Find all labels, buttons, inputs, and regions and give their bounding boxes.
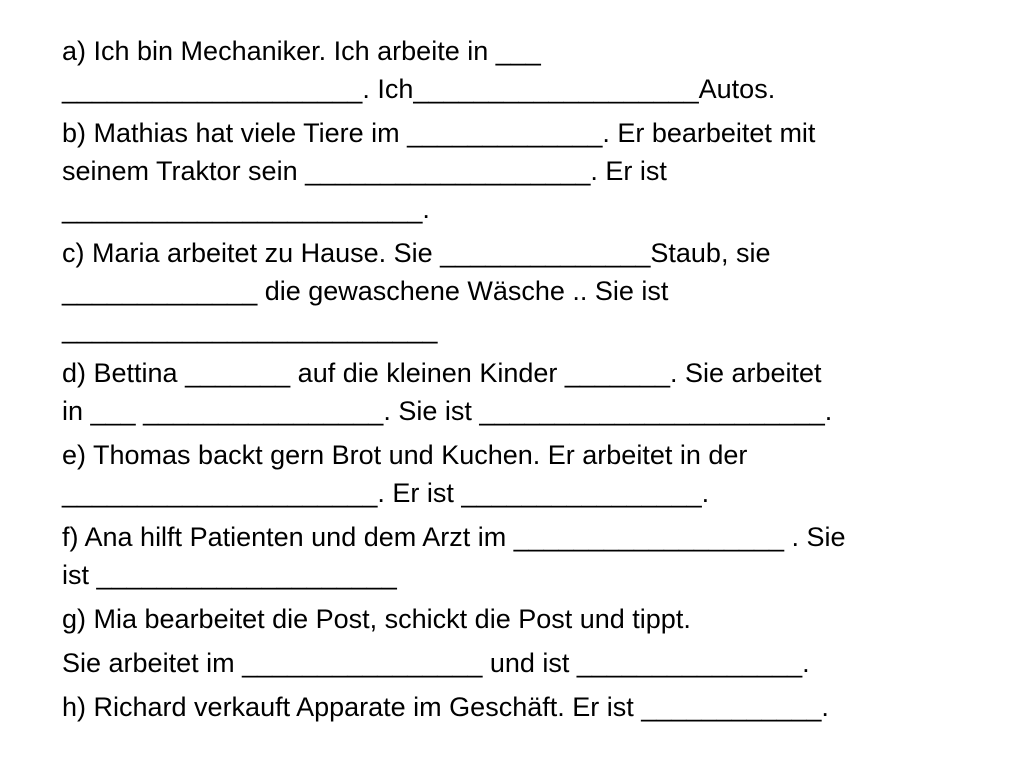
exercise-list xyxy=(62,32,1002,732)
exercise-b-line-1: b) Mathias hat viele Tiere im _____________. Er bearbeitet mit xyxy=(62,118,816,148)
exercise-e-line-2: _____________________. Er ist ________________. xyxy=(62,478,710,508)
exercise-e xyxy=(62,436,1002,512)
exercise-a-line-1: a) Ich bin Mechaniker. Ich arbeite in ___ xyxy=(62,36,541,66)
exercise-f xyxy=(62,518,1002,594)
exercise-b xyxy=(62,114,1002,228)
exercise-a xyxy=(62,32,1002,108)
exercise-e-line-1: e) Thomas backt gern Brot und Kuchen. Er arbeitet in der xyxy=(62,440,748,470)
exercise-c-line-2: _____________ die gewaschene Wäsche .. Sie ist xyxy=(62,276,669,306)
exercise-h xyxy=(62,688,1002,726)
exercise-f-line-1: f) Ana hilft Patienten und dem Arzt im __________________ . Sie xyxy=(62,522,846,552)
exercise-g xyxy=(62,600,1002,638)
exercise-a-line-2: ____________________. Ich___________________Autos. xyxy=(62,74,776,104)
exercise-d-line-1: d) Bettina _______ auf die kleinen Kinder _______. Sie arbeitet xyxy=(62,358,822,388)
exercise-h-line-1: h) Richard verkauft Apparate im Geschäft. Er ist ____________. xyxy=(62,692,829,722)
exercise-c-line-3: _________________________ xyxy=(62,314,438,344)
exercise-d xyxy=(62,354,1002,430)
exercise-g-line-1: g) Mia bearbeitet die Post, schickt die Post und tippt. xyxy=(62,604,691,634)
exercise-g-continued xyxy=(62,644,1002,682)
exercise-f-line-2: ist ____________________ xyxy=(62,560,397,590)
exercise-c-line-1: c) Maria arbeitet zu Hause. Sie ______________Staub, sie xyxy=(62,238,771,268)
exercise-b-line-3: ________________________. xyxy=(62,194,430,224)
exercise-g-line-2: Sie arbeitet im ________________ und ist _______________. xyxy=(62,648,810,678)
exercise-b-line-2: seinem Traktor sein ___________________. Er ist xyxy=(62,156,667,186)
exercise-c xyxy=(62,234,1002,348)
exercise-d-line-2: in ___ ________________. Sie ist _______________________. xyxy=(62,396,833,426)
